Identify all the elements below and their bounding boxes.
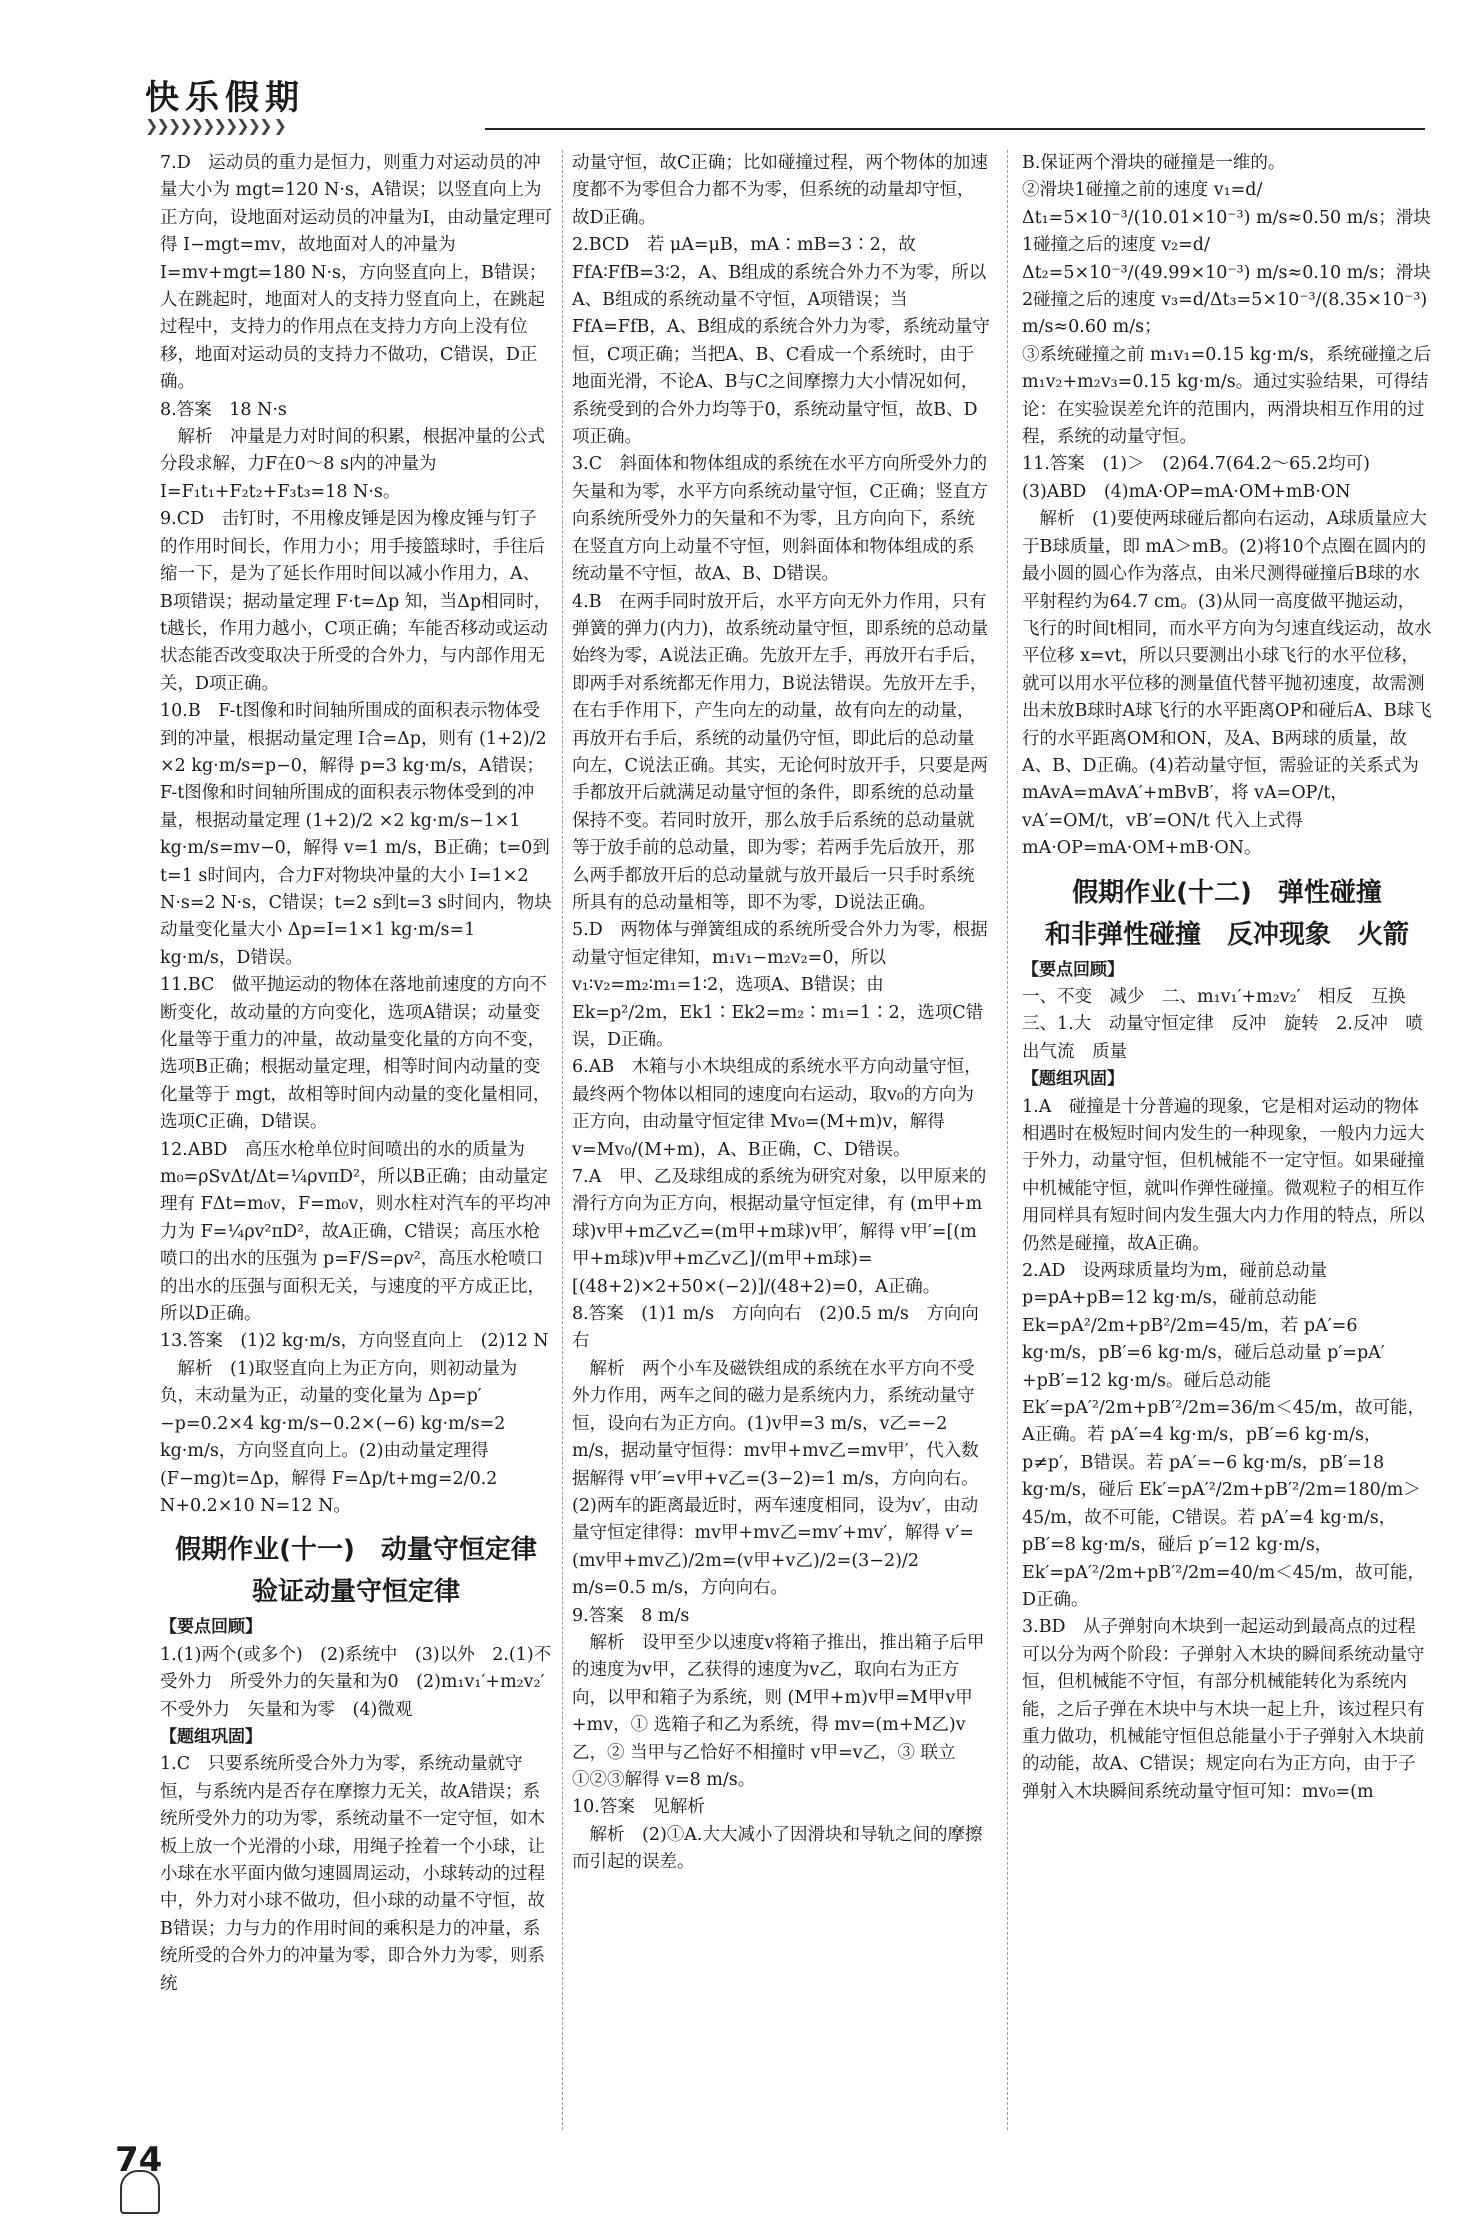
review-text: 1.(1)两个(或多个) (2)系统中 (3)以外 2.(1)不受外力 所受外力的矢量和为0 (2)m₁v₁′+m₂v₂′ 不受外力 矢量和为零 (4)微观 — [160, 1644, 563, 1720]
answer-paragraph: 7.A 甲、乙及球组成的系统为研究对象，以甲原来的滑行方向为正方向，根据动量守恒定律，有 (m甲+m球)v甲+m乙v乙=(m甲+m球)v甲′，解得 v甲′=[(m甲+m球)v甲+m乙v乙]/(m甲+m球)=[(48+2)×2+50×(−2)]/(48+2)=0，A正确。 — [572, 1167, 987, 1297]
answer-paragraph: 10.答案 见解析 — [572, 1797, 705, 1818]
column-right — [1022, 150, 1432, 1806]
column-left — [160, 150, 563, 1998]
answer-paragraph: 解析 (2)①A.大大减小了因滑块和导轨之间的摩擦而引起的误差。 — [572, 1824, 983, 1873]
page-number: 74 — [115, 2140, 163, 2180]
review-label: 【要点回顾】 — [1022, 959, 1124, 980]
answer-paragraph: 9.答案 8 m/s — [572, 1605, 690, 1626]
review-label: 【要点回顾】 — [160, 1617, 262, 1638]
answer-paragraph: 3.BD 从子弹射向木块到一起运动到最高点的过程可以分为两个阶段：子弹射入木块的瞬间系统动量守恒，但机械能不守恒，有部分机械能转化为系统内能，之后子弹在木块中与木块一起上升，该过程只有重力做功，机械能守恒但总能量小于子弹射入木块前的动能，故A、C错误；规定向右为正方向，由于子弹射入木块瞬间系统动量守恒可知：mv₀=(m — [1022, 1617, 1425, 1802]
answer-paragraph: 1.A 碰撞是十分普遍的现象，它是相对运动的物体相遇时在极短时间内发生的一种现象，一般内力远大于外力，动量守恒，但机械能不一定守恒。如果碰撞中机械能守恒，就叫作弹性碰撞。微观粒子的相互作用同样具有短时间内发生强大内力作用的特点，所以仍然是碰撞，故A正确。 — [1022, 1096, 1425, 1254]
answer-paragraph: 解析 设甲至少以速度v将箱子推出，推出箱子后甲的速度为v甲，乙获得的速度为v乙，取向右为正方向，以甲和箱子为系统，则 (M甲+m)v甲=M甲v甲+mv，① 选箱子和乙为系统，得 mv=(m+M乙)v乙，② 当甲与乙恰好不相撞时 v甲=v乙，③ 联立①②③解得 v=8 m/s。 — [572, 1632, 985, 1790]
header-rule — [485, 128, 1425, 130]
answer-paragraph: 13.答案 (1)2 kg·m/s，方向竖直向上 (2)12 N — [160, 1331, 549, 1352]
answer-paragraph: 4.B 在两手同时放开后，水平方向无外力作用，只有弹簧的弹力(内力)，故系统动量守恒，即系统的总动量始终为零，A说法正确。先放开左手，再放开右手后，即两手对系统都无作用力，B说法错误。先放开左手，在右手作用下，产生向左的动量，故有向左的动量，再放开右手后，系统的动量仍守恒，即此后的总动量向左，C说法正确。其实，无论何时放开手，只要是两手都放开后就满足动量守恒的条件，即系统的总动量保持不变。若同时放开，那么放手后系统的总动量就等于放手前的总动量，即为零；若两手先后放开，那么两手都放开后的总动量就与放开最后一只手时系统所具有的总动量相等，即不为零，D说法正确。 — [572, 591, 989, 913]
answer-paragraph: 1.C 只要系统所受合外力为零，系统动量就守恒，与系统内是否存在摩擦力无关，故A错误；系统所受外力的功为零，系统动量不一定守恒，如木板上放一个光滑的小球，用绳子拴着一个小球，让小球在水平面内做匀速圆周运动，小球转动的过程中，外力对小球不做功，但小球的动量不守恒，故B错误；力与力的作用时间的乘积是力的冲量，系统所受的合外力的冲量为零，即合外力为零，则系统 — [160, 1754, 545, 1994]
section-title: 假期作业(十一) 动量守恒定律 — [175, 1535, 537, 1566]
answer-paragraph: 8.答案 (1)1 m/s 方向向右 (2)0.5 m/s 方向向右 — [572, 1304, 979, 1352]
answer-paragraph: 8.答案 18 N·s — [160, 399, 287, 420]
answer-paragraph: 12.ABD 高压水枪单位时间喷出的水的质量为 m₀=ρSvΔt/Δt=¼ρvπD²，所以B正确；由动量定理有 FΔt=m₀v，F=m₀v，则水柱对汽车的平均冲力为 F=¼ρv²πD²，故A正确，C错误；高压水枪喷口的出水的压强为 p=F/S=ρv²，高压水枪喷口的出水的压强与面积无关，与速度的平方成正比，所以D正确。 — [160, 1139, 551, 1325]
answer-paragraph: 7.D 运动员的重力是恒力，则重力对运动员的冲量大小为 mgt=120 N·s，A错误；以竖直向上为正方向，设地面对运动员的冲量为I，由动量定理可得 I−mgt=mv，故地面对人的冲量为 I=mv+mgt=180 N·s，方向竖直向上，B错误；人在跳起时，地面对人的支持力竖直向上，在跳起过程中，支持力的作用点在支持力方向上没有位移，地面对运动员的支持力不做功，C错误，D正确。 — [160, 153, 552, 393]
answer-paragraph: 10.B F-t图像和时间轴所围成的面积表示物体受到的冲量，根据动量定理 I合=Δp，则有 (1+2)/2 ×2 kg·m/s=p−0，解得 p=3 kg·m/s，A错误；F-t图像和时间轴所围成的面积表示物体受到的冲量，根据动量定理 (1+2)/2 ×2 kg·m/s−1×1 kg·m/s=mv−0，解得 v=1 m/s，B正确；t=0到t=1 s时间内，合力F对物块冲量的大小 I=1×2 N·s=2 N·s，C错误；t=2 s到t=3 s时间内，物块动量变化量大小 Δp=I=1×1 kg·m/s=1 kg·m/s，D错误。 — [160, 701, 552, 968]
answer-paragraph: 6.AB 木箱与小木块组成的系统水平方向动量守恒，最终两个物体以相同的速度向右运动，取v₀的方向为正方向，由动量守恒定律 Mv₀=(M+m)v，解得 v=Mv₀/(M+m)，A、B正确，C、D错误。 — [572, 1057, 982, 1160]
answer-paragraph: B.保证两个滑块的碰撞是一维的。 — [1022, 153, 1286, 173]
section-subtitle: 验证动量守恒定律 — [251, 1577, 460, 1608]
answer-paragraph: 解析 (1)取竖直向上为正方向，则初动量为负，末动量为正，动量的变化量为 Δp=p′−p=0.2×4 kg·m/s−0.2×(−6) kg·m/s=2 kg·m/s，方向竖直向上。(2)由动量定理得 (F−mg)t=Δp，解得 F=Δp/t+mg=2/0.2 N+0.2×10 N=12 N。 — [160, 1358, 518, 1516]
answer-paragraph: ②滑块1碰撞之前的速度 v₁=d/Δt₁=5×10⁻³/(10.01×10⁻³) m/s≈0.50 m/s；滑块1碰撞之后的速度 v₂=d/Δt₂=5×10⁻³/(49.99×10⁻³) m/s≈0.10 m/s；滑块2碰撞之后的速度 v₃=d/Δt₃=5×10⁻³/(8.35×10⁻³) m/s≈0.60 m/s； — [1022, 180, 1431, 338]
page-header — [145, 70, 1425, 135]
answer-paragraph: 解析 两个小车及磁铁组成的系统在水平方向不受外力作用，两车之间的磁力是系统内力，系统动量守恒，设向右为正方向。(1)v甲=3 m/s，v乙=−2 m/s，据动量守恒得：mv甲+mv乙=mv甲′，代入数据解得 v甲′=v甲+v乙=(3−2)=1 m/s，方向向右。(2)两车的距离最近时，两车速度相同，设为v′，由动量守恒定律得：mv甲+mv乙=mv′+mv′，解得 v′=(mv甲+mv乙)/2m=(v甲+v乙)/2=(3−2)/2 m/s=0.5 m/s，方向向右。 — [572, 1358, 979, 1599]
answer-paragraph: 2.AD 设两球质量均为m，碰前总动量 p=pA+pB=12 kg·m/s，碰前总动能 Ek=pA²/2m+pB²/2m=45/m，若 pA′=6 kg·m/s，pB′=6 kg·m/s，碰后总动量 p′=pA′+pB′=12 kg·m/s。碰后总动能 Ek′=pA′²/2m+pB′²/2m=36/m＜45/m，故可能，A正确。若 pA′=4 kg·m/s，pB′=6 kg·m/s，p≠p′，B错误。若 pA′=−6 kg·m/s，pB′=18 kg·m/s，碰后 Ek′=pA′²/2m+pB′²/2m=180/m＞45/m，故不可能，C错误。若 pA′=4 kg·m/s，pB′=8 kg·m/s，碰后 p′=12 kg·m/s，Ek′=pA′²/2m+pB′²/2m=40/m＜45/m，故可能，D正确。 — [1022, 1261, 1425, 1610]
section-subtitle: 和非弹性碰撞 反冲现象 火箭 — [1044, 919, 1409, 950]
review-text: 一、不变 减少 二、m₁v₁′+m₂v₂′ 相反 互换 三、1.大 动量守恒定律 反冲 旋转 2.反冲 喷出气流 质量 — [1022, 986, 1424, 1062]
column-middle — [572, 150, 990, 1877]
answer-paragraph: 解析 (1)要使两球碰后都向右运动，A球质量应大于B球质量，即 mA＞mB。(2)将10个点圈在圆内的最小圆的圆心作为落点，由米尺测得碰撞后B球的水平射程约为64.7 cm。(3)从同一高度做平抛运动，飞行的时间t相同，而水平方向为匀速直线运动，故水平位移 x=vt，所以只要测出小球飞行的水平位移，就可以用水平位移的测量值代替平抛初速度，故需测出未放B球时A球飞行的水平距离OP和碰后A、B球飞行的水平距离OM和ON，及A、B两球的质量，故A、B、D正确。(4)若动量守恒，需验证的关系式为 mAvA=mAvA′+mBvB′，将 vA=OP/t，vA′=OM/t，vB′=ON/t 代入上式得 mA·OP=mA·OM+mB·ON。 — [1022, 509, 1432, 859]
practice-label: 【题组巩固】 — [1022, 1069, 1124, 1090]
answer-paragraph: 5.D 两物体与弹簧组成的系统所受合外力为零，根据动量守恒定律知，m₁v₁−m₂v₂=0，所以 v₁∶v₂=m₂∶m₁=1∶2，选项A、B错误；由 Ek=p²/2m，Ek1∶Ek2=m₂∶m₁=1∶2，选项C错误，D正确。 — [572, 920, 988, 1050]
answer-paragraph: 2.BCD 若 μA=μB，mA∶mB=3∶2，故 FfA∶FfB=3∶2，A、B组成的系统合外力不为零，所以A、B组成的系统动量不守恒，A项错误；当 FfA=FfB，A、B组成的系统合外力为零，系统动量守恒，C项正确；当把A、B、C看成一个系统时，由于地面光滑，不论A、B与C之间摩擦力大小情况如何，系统受到的合外力均等于0，系统动量守恒，故B、D项正确。 — [572, 235, 990, 448]
section-title: 假期作业(十二) 弹性碰撞 — [1072, 877, 1382, 908]
answer-paragraph: 11.答案 (1)＞ (2)64.7(64.2～65.2均可) (3)ABD (4)mA·OP=mA·OM+mB·ON — [1022, 454, 1388, 502]
column-divider — [1007, 150, 1008, 2130]
answer-paragraph: ③系统碰撞之前 m₁v₁=0.15 kg·m/s，系统碰撞之后 m₁v₂+m₂v₃=0.15 kg·m/s。通过实验结果，可得结论：在实验误差允许的范围内，两滑块相互作用的过程，系统的动量守恒。 — [1022, 344, 1432, 448]
answer-paragraph: 11.BC 做平抛运动的物体在落地前速度的方向不断变化，故动量的方向变化，选项A错误；动量变化量等于重力的冲量，故动量变化量的方向不变，选项B正确；根据动量定理，相等时间内动量的变化量等于 mgt，故相等时间内动量的变化量相同，选项C正确，D错误。 — [160, 975, 551, 1133]
answer-paragraph: 动量守恒，故C正确；比如碰撞过程，两个物体的加速度都不为零但合力都不为零，但系统的动量却守恒，故D正确。 — [572, 153, 988, 228]
answer-paragraph: 9.CD 击钉时，不用橡皮锤是因为橡皮锤与钉子的作用时间长，作用力小；用手接篮球时，手往后缩一下，是为了延长作用时间以减小作用力，A、B项错误；据动量定理 F·t=Δp 知，当Δp相同时，t越长，作用力越小，C项正确；车能否移动或运动状态能否改变取决于所受的合外力，与内部作用无关，D项正确。 — [160, 509, 552, 694]
answer-paragraph: 解析 冲量是力对时间的积累，根据冲量的公式分段求解，力F在0～8 s内的冲量为 I=F₁t₁+F₂t₂+F₃t₃=18 N·s。 — [160, 427, 545, 502]
answer-paragraph: 3.C 斜面体和物体组成的系统在水平方向所受外力的矢量和为零，水平方向系统动量守恒，C正确；竖直方向系统所受外力的矢量和不为零，且方向向下，系统在竖直方向上动量不守恒，则斜面体和物体组成的系统动量不守恒，故A、B、D错误。 — [572, 454, 988, 585]
column-divider — [562, 150, 563, 2130]
header-title: 快乐假期 — [145, 78, 305, 118]
header-chevrons: ❯❯❯❯❯❯❯❯❯❯❯ ❯ — [145, 116, 285, 135]
practice-label: 【题组巩固】 — [160, 1726, 262, 1747]
